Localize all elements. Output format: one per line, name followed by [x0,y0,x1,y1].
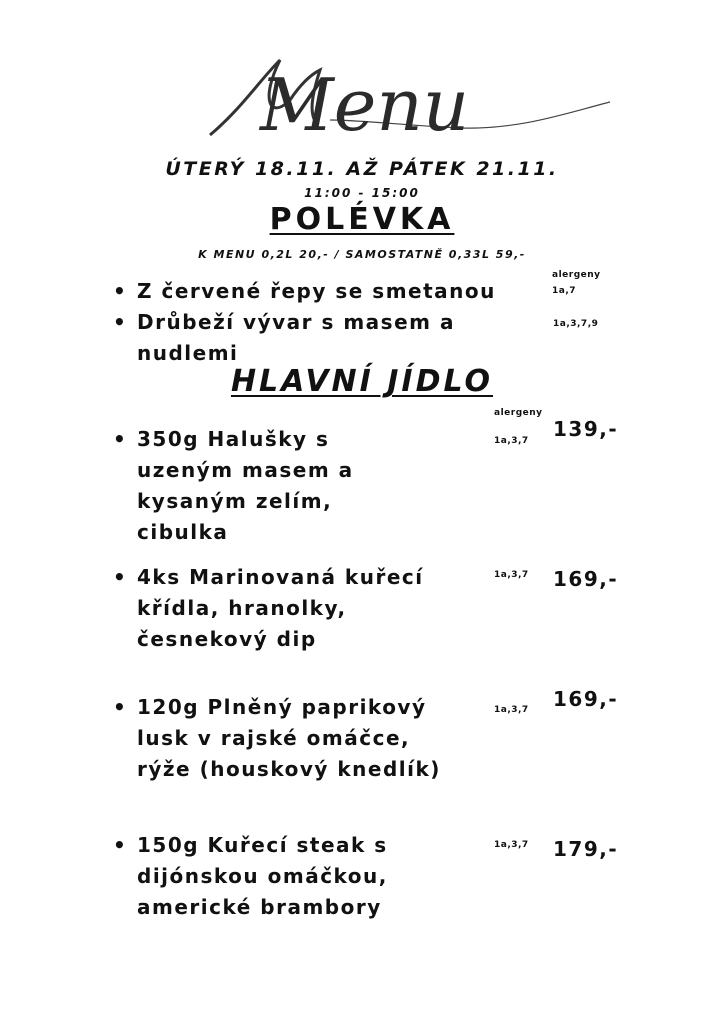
soup-allergens-label: alergeny [552,270,601,280]
main-item [113,424,497,548]
soup-item [113,276,547,307]
main-item-line: 350g Halušky s [137,427,330,451]
bullet-icon: • [113,833,128,857]
bullet-icon: • [113,310,128,334]
soup-item-allergens: 1a,7 [552,286,577,296]
bullet-icon: • [113,565,128,589]
bullet-icon: • [113,427,128,451]
main-item-allergens: 1a,3,7 [494,705,529,715]
main-item-line: 120g Plněný paprikový [137,695,427,719]
main-allergens-label: alergeny [494,408,543,418]
soup-item-allergens: 1a,3,7,9 [553,319,599,329]
main-course-heading: HLAVNÍ JÍDLO [230,364,494,399]
main-item [113,830,497,923]
bullet-icon: • [113,279,128,303]
soup-item-line: Drůbeží vývar s masem a [137,310,455,334]
opening-hours: 11:00 - 15:00 [304,186,420,200]
soup-item [113,307,547,369]
main-item-line: kysaným zelím, [137,489,333,513]
main-item-line: česnekový dip [137,627,317,651]
soup-item-line: nudlemi [137,341,239,365]
main-item [113,562,497,655]
main-item-allergens: 1a,3,7 [494,570,529,580]
bullet-icon: • [113,695,128,719]
main-item-price: 169,- [553,567,619,591]
main-item-allergens: 1a,3,7 [494,840,529,850]
menu-logo-text: Menu [260,63,470,147]
main-item-price: 169,- [553,687,619,711]
main-item-line: 150g Kuřecí steak s [137,833,388,857]
main-item-line: cibulka [137,520,229,544]
soup-heading: POLÉVKA [269,202,455,237]
main-item-line: uzeným masem a [137,458,354,482]
soup-price-note: K MENU 0,2L 20,- / SAMOSTATNĚ 0,33L 59,- [198,248,526,261]
main-item-price: 179,- [553,837,619,861]
main-item-line: 4ks Marinovaná kuřecí [137,565,424,589]
main-item-line: lusk v rajské omáčce, [137,726,411,750]
main-item [113,692,497,785]
soup-item-name: Z červené řepy se smetanou [137,279,496,303]
main-item-price: 139,- [553,417,619,441]
main-item-allergens: 1a,3,7 [494,436,529,446]
main-item-line: dijónskou omáčkou, [137,864,388,888]
main-item-line: rýže (houskový knedlík) [137,757,441,781]
main-item-line: křídla, hranolky, [137,596,347,620]
date-range: ÚTERÝ 18.11. AŽ PÁTEK 21.11. [165,158,559,180]
menu-script-logo [200,40,620,150]
main-item-line: americké brambory [137,895,382,919]
